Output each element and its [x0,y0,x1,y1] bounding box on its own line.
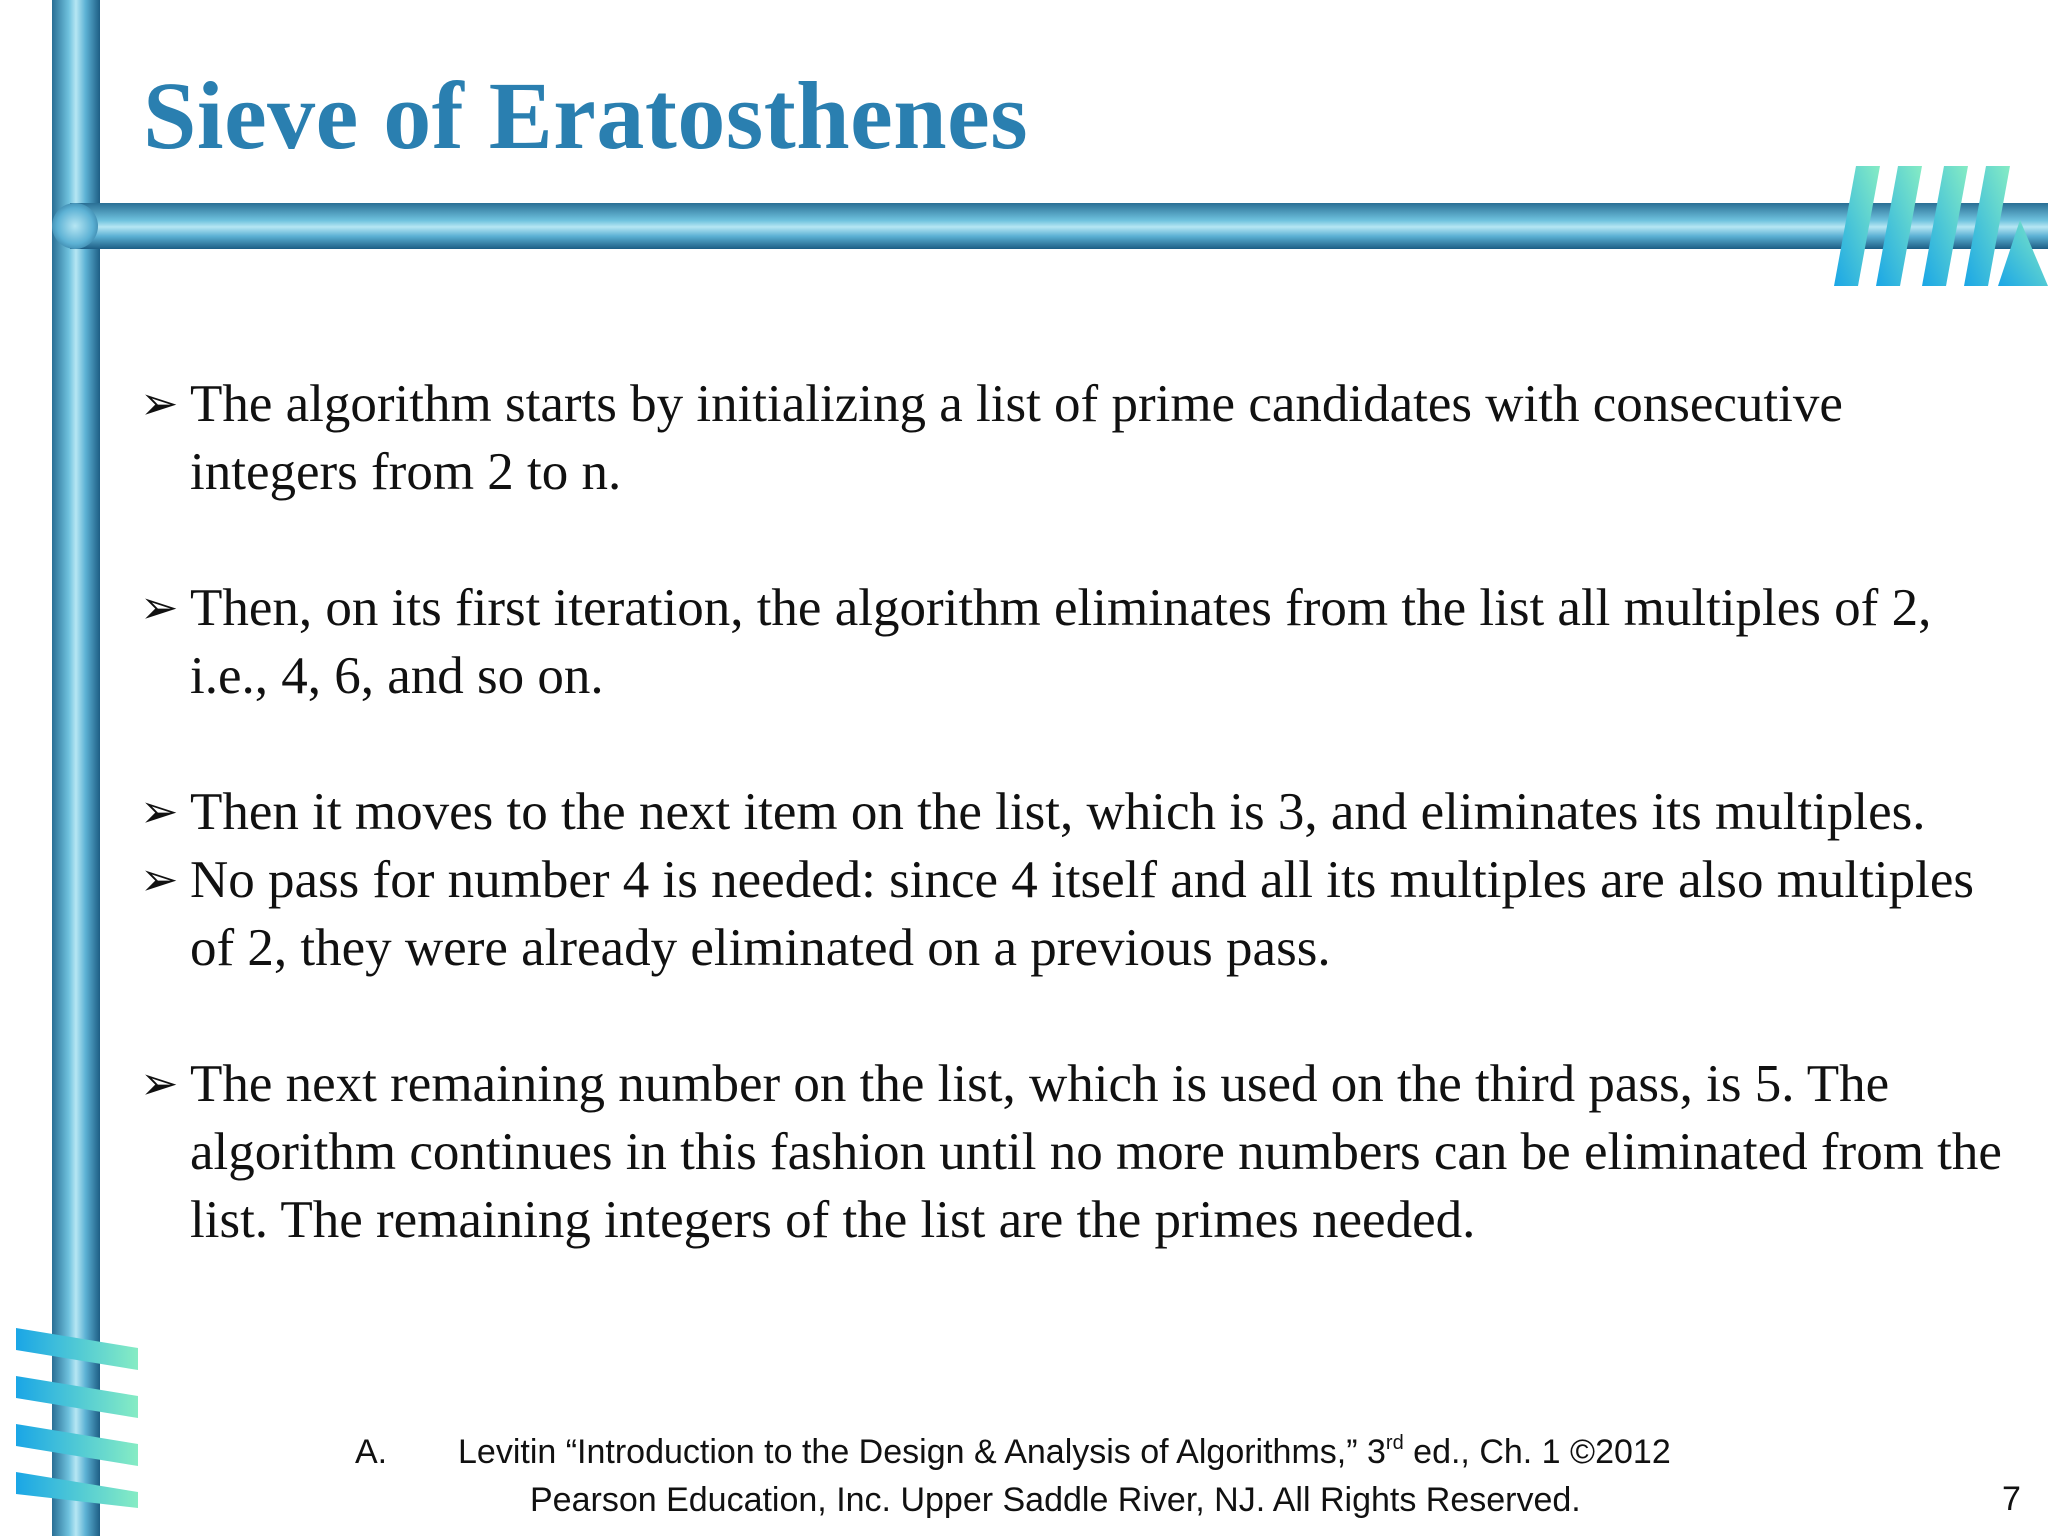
bullet-text: Then it moves to the next item on the list, which is 3, and eliminates its multiples. [190,783,1926,841]
bullet-text: The next remaining number on the list, which is used on the third pass, is 5. The algorithm continues in this fashion until no more numbers can be eliminated from the list. The remaining integers of the list are the primes needed. [190,1055,2002,1249]
title-underline-bar [70,203,2048,249]
arrowhead-bullet-icon: ➢ [140,378,179,429]
bullet-text: No pass for number 4 is needed: since 4 itself and all its multiples are also multiples of 2, they were already eliminated on a previous pass. [190,851,1974,977]
citation-superscript: rd [1385,1432,1404,1454]
bullet-list [140,370,2020,1254]
bullet-item [140,574,2020,710]
arrowhead-bullet-icon: ➢ [140,582,179,633]
bullet-text: Then, on its first iteration, the algorithm eliminates from the list all multiples of 2, i.e., 4, 6, and so on. [190,579,1932,705]
citation-initial: A. [355,1433,388,1471]
bullet-item [140,1050,2020,1254]
stripes-logo-icon-bottom [0,1318,142,1508]
bullet-item [140,846,2020,982]
page-number: 7 [2002,1480,2021,1518]
stripes-logo-icon [1830,160,2048,286]
bullet-item [140,370,2020,506]
arrowhead-bullet-icon: ➢ [140,786,179,837]
citation-text [458,1428,1671,1476]
citation-line-2: Pearson Education, Inc. Upper Saddle River, NJ. All Rights Reserved. [530,1481,1581,1519]
bullet-item [140,778,2020,846]
bullet-text: The algorithm starts by initializing a list of prime candidates with consecutive integers from 2 to n. [190,375,1843,501]
arrowhead-bullet-icon: ➢ [140,1058,179,1109]
slide-title: Sieve of Eratosthenes [143,62,1029,169]
arrowhead-bullet-icon: ➢ [140,854,179,905]
citation-text-part2: ed., Ch. 1 ©2012 [1403,1433,1671,1471]
citation-text-part1: Levitin “Introduction to the Design & Analysis of Algorithms,” 3 [458,1433,1386,1471]
